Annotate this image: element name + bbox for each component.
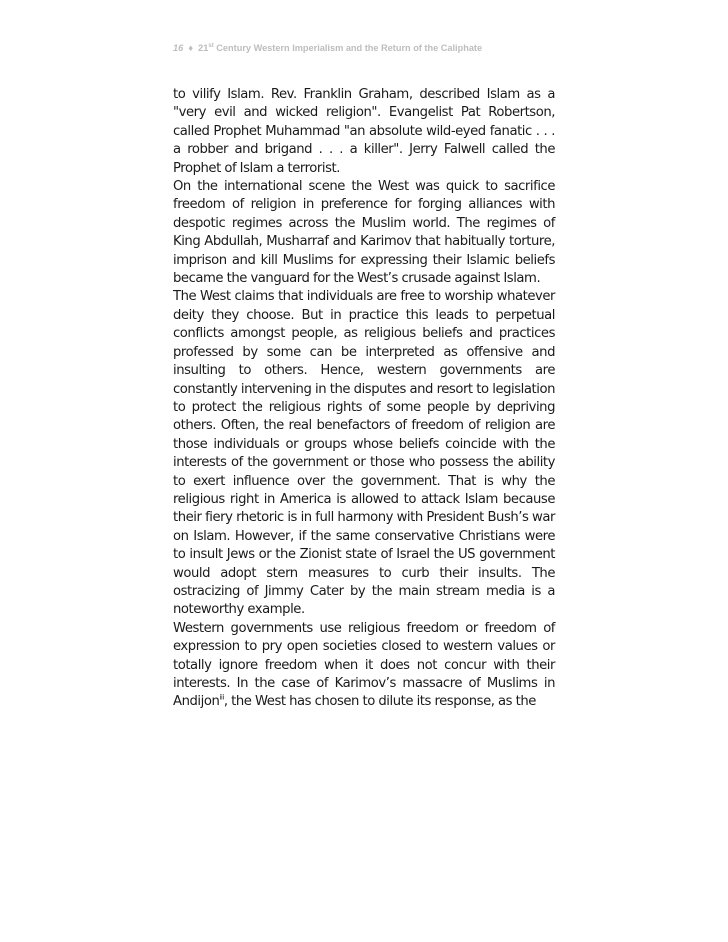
running-header [173, 41, 555, 55]
body-text [173, 86, 555, 712]
paragraph: The West claims that individuals are free to worship whatever deity they choose. But in practice this leads to perpetual conflicts amongst people, as religious beliefs and practices professed by some can be interpreted as offensive and insulting to others. Hence, western governments are constantly intervening in the disputes and resort to legislation to protect the religious rights of some people by depriving others. Often, the real benefactors of freedom of religion are those individuals or groups whose beliefs coincide with the interests of the government or those who possess the ability to exert influence over the government. That is why the religious right in America is allowed to attack Islam because their fiery rhetoric is in full harmony with President Bush’s war on Islam. However, if the same conservative Christians were to insult Jews or the Zionist state of Israel the US government would adopt stern measures to curb their insults. The ostracizing of Jimmy Cater by the main stream media is a noteworthy example. [173, 289, 555, 618]
footnote-reference[interactable]: iii [219, 694, 224, 703]
paragraph-text: Western governments use religious freedom or freedom of expression to pry open societies closed to western values or totally ignore freedom when it does not concur with their interests. In the case of Karimov’s massacre of Muslims in Andijon [173, 620, 555, 710]
document-page [173, 41, 555, 712]
paragraph-text: , the West has chosen to dilute its response, as the [223, 694, 536, 710]
header-title: Century Western Imperialism and the Return of the Caliphate [216, 43, 483, 53]
paragraph: On the international scene the West was quick to sacrifice freedom of religion in preference for forging alliances with despotic regimes across the Muslim world. The regimes of King Abdullah, Musharraf and Karimov that habitually torture, imprison and kill Muslims for expressing their Islamic beliefs became the vanguard for the West’s crusade against Islam. [173, 179, 555, 287]
header-title-superscript: st [208, 42, 214, 49]
header-bullet: ♦ [188, 43, 194, 53]
page-number: 16 [173, 43, 184, 53]
paragraph [173, 620, 555, 712]
paragraph: to vilify Islam. Rev. Franklin Graham, described Islam as a "very evil and wicked religion". Evangelist Pat Robertson, called Prophet Muhammad "an absolute wild-eyed fanatic . . . a robber and brigand . . . a killer". Jerry Falwell called the Prophet of Islam a terrorist. [173, 87, 555, 176]
header-title-prefix: 21 [198, 43, 209, 53]
